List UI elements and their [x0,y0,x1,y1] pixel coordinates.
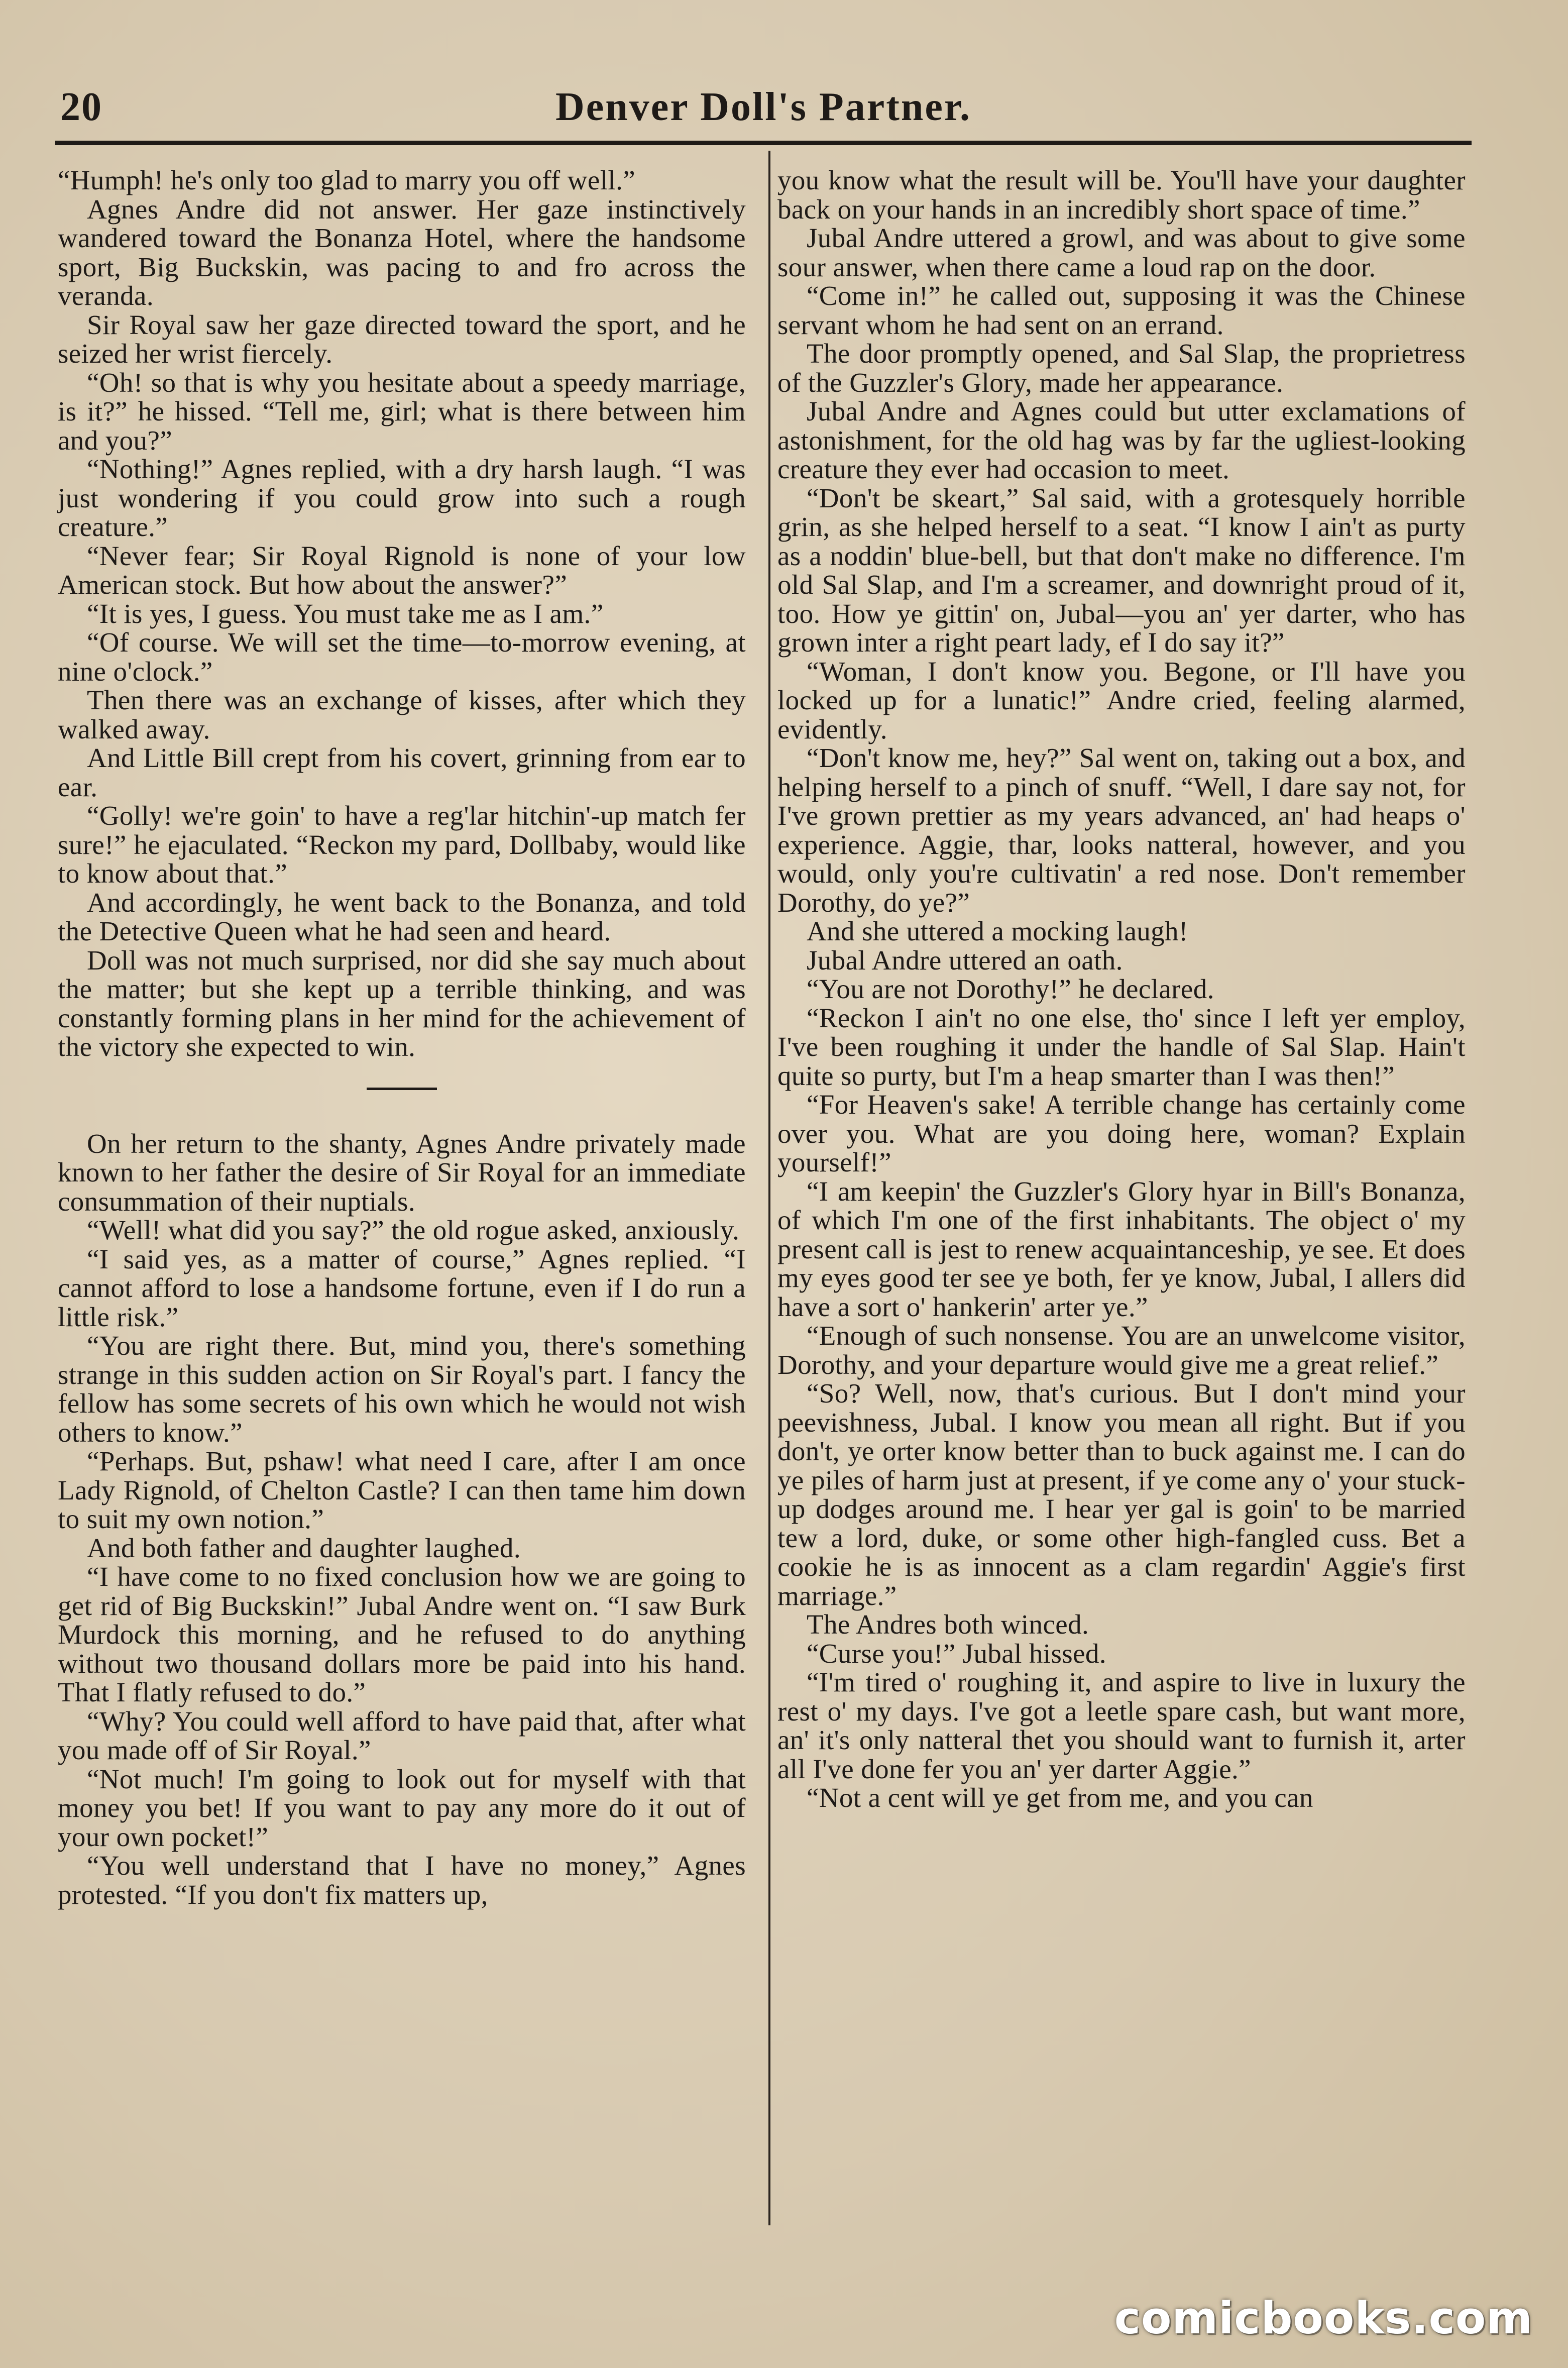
paragraph: Then there was an exchange of kisses, after which they walked away. [58,685,746,744]
paragraph: “I am keepin' the Guzzler's Glory hyar in Bill's Bonanza, of which I'm one of the first inhabitants. The object o' my present call is jest to renew acquaintanceship, ye see. Et does my eyes good ter see ye both, fer ye know, Jubal, I allers did have a sort o' hankerin' arter ye.” [777,1175,1466,1322]
paragraph: And she uttered a mocking laugh! [807,916,1188,946]
paragraph: “Golly! we're goin' to have a reg'lar hitchin'-up match fer sure!” he ejaculated. “Reckon my pard, Dollbaby, would like to know about that.” [58,800,746,889]
paragraph: Jubal Andre uttered a growl, and was about to give some sour answer, when there came a loud rap on the door. [777,223,1466,282]
paragraph: “Reckon I ain't no one else, tho' since I left yer employ, I've been roughing it under the handle of Sal Slap. Hain't quite so purty, but I'm a heap smarter than I was then!” [777,1002,1466,1091]
site-watermark: comicbooks.com [1114,2292,1533,2344]
header-rule [55,141,1472,145]
paragraph: The Andres both winced. [807,1609,1089,1640]
paragraph: Doll was not much surprised, nor did she say much about the matter; but she kept up a terrible thinking, and was constantly forming plans in her mind for the achievement of the victory she expected to win. [58,944,746,1062]
page-number: 20 [60,85,102,129]
paragraph: And Little Bill crept from his covert, grinning from ear to ear. [58,742,746,802]
paragraph: And accordingly, he went back to the Bonanza, and told the Detective Queen what he had seen and heard. [58,887,746,946]
paragraph: “Woman, I don't know you. Begone, or I'll have you locked up for a lunatic!” Andre cried, feeling alarmed, evidently. [777,656,1466,744]
paragraph: “Come in!” he called out, supposing it was the Chinese servant whom he had sent on an errand. [777,280,1466,340]
paragraph: Jubal Andre and Agnes could but utter exclamations of astonishment, for the old hag was by far the ugliest-looking creature they ever had occasion to meet. [777,396,1466,484]
paragraph: “Curse you!” Jubal hissed. [807,1638,1106,1669]
paragraph: “I have come to no fixed conclusion how we are going to get rid of Big Buckskin!” Jubal Andre went on. “I saw Burk Murdock this morning, and he refused to do anything without two thousand dollars more be paid into his hand. That I flatly refused to do.” [58,1561,746,1707]
paragraph: “Oh! so that is why you hesitate about a speedy marriage, is it?” he hissed. “Tell me, girl; what is there between him and you?” [58,367,746,456]
right-column [777,166,1466,1812]
paragraph: Agnes Andre did not answer. Her gaze instinctively wandered toward the Bonanza Hotel, where the handsome sport, Big Buckskin, was pacing to and fro across the veranda. [58,193,746,311]
paragraph: “Don't know me, hey?” Sal went on, taking out a box, and helping herself to a pinch of snuff. “Well, I dare say not, for I've grown prettier as my years advanced, an' had heaps o' experience. Aggie, thar, looks natteral, however, and you would, only you're cultivatin' a red nose. Don't remember Dorothy, do ye?” [777,742,1466,918]
paragraph: And both father and daughter laughed. [87,1532,521,1563]
paragraph: “You are not Dorothy!” he declared. [807,974,1214,1004]
paragraph: “Don't be skeart,” Sal said, with a grotesquely horrible grin, as she helped herself to a seat. “I know I ain't as purty as a noddin' blue-bell, but that don't make no difference. I'm old Sal Slap, and I'm a screamer, and downright proud of it, too. How ye gittin' on, Jubal—you an' yer darter, who has grown inter a right peart lady, ef I do say it?” [777,482,1466,658]
section-break-rule [367,1088,437,1090]
paragraph: “Well! what did you say?” the old rogue asked, anxiously. [87,1215,740,1245]
page-header [60,75,1467,136]
paragraph: “Perhaps. But, pshaw! what need I care, after I am once Lady Rignold, of Chelton Castle? I can then tame him down to suit my own notion.” [58,1446,746,1534]
paragraph: “You are right there. But, mind you, there's something strange in this sudden action on Sir Royal's part. I fancy the fellow has some secrets of his own which he would not wish others to know.” [58,1330,746,1448]
paragraph: “I said yes, as a matter of course,” Agnes replied. “I cannot afford to lose a handsome fortune, even if I do run a little risk.” [58,1243,746,1332]
paragraph: “Never fear; Sir Royal Rignold is none of your low American stock. But how about the answer?” [58,540,746,600]
paragraph: The door promptly opened, and Sal Slap, the proprietress of the Guzzler's Glory, made her appearance. [777,338,1466,398]
paragraph: “It is yes, I guess. You must take me as I am.” [87,598,604,629]
paragraph: “Nothing!” Agnes replied, with a dry harsh laugh. “I was just wondering if you could grow into such a rough creature.” [58,454,746,542]
paragraph: Sir Royal saw her gaze directed toward the sport, and he seized her wrist fiercely. [58,309,746,369]
paragraph: “Not a cent will ye get from me, and you can [807,1782,1313,1813]
paragraph: “I'm tired o' roughing it, and aspire to live in luxury the rest o' my days. I've got a leetle spare cash, but want more, an' it's only natteral thet you should want to furnish it, arter all I've done fer you an' yer darter Aggie.” [777,1667,1466,1784]
paragraph: “For Heaven's sake! A terrible change has certainly come over you. What are you doing here, woman? Explain yourself!” [777,1089,1466,1177]
paragraph: “Enough of such nonsense. You are an unwelcome visitor, Dorothy, and your departure would give me a great relief.” [777,1320,1466,1380]
paragraph: “Humph! he's only too glad to marry you off well.” [58,165,636,195]
column-divider [768,151,770,2225]
paragraph: Jubal Andre uttered an oath. [807,944,1123,976]
paragraph: “Why? You could well afford to have paid that, after what you made off of Sir Royal.” [58,1705,746,1765]
paragraph: “You well understand that I have no money,” Agnes protested. “If you don't fix matters up, [58,1850,746,1910]
left-column [58,166,746,1909]
paragraph: “Not much! I'm going to look out for myself with that money you bet! If you want to pay any more do it out of your own pocket!” [58,1763,746,1852]
running-title: Denver Doll's Partner. [555,85,972,129]
paragraph: you know what the result will be. You'll have your daughter back on your hands in an incredibly short space of time.” [777,165,1466,225]
paragraph: “Of course. We will set the time—to-morrow evening, at nine o'clock.” [58,627,746,687]
paragraph: On her return to the shanty, Agnes Andre privately made known to her father the desire of Sir Royal for an immediate consummation of their nuptials. [58,1128,746,1217]
paragraph: “So? Well, now, that's curious. But I don't mind your peevishness, Jubal. I know you mean all right. But if you don't, ye orter know better than to buck against me. I can do ye piles of harm just at present, if ye come any o' your stuck-up dodges around me. I hear yer gal is goin' to be married tew a lord, duke, or some other high-fangled cuss. Bet a cookie he is as innocent as a clam regardin' Aggie's first marriage.” [777,1378,1466,1611]
